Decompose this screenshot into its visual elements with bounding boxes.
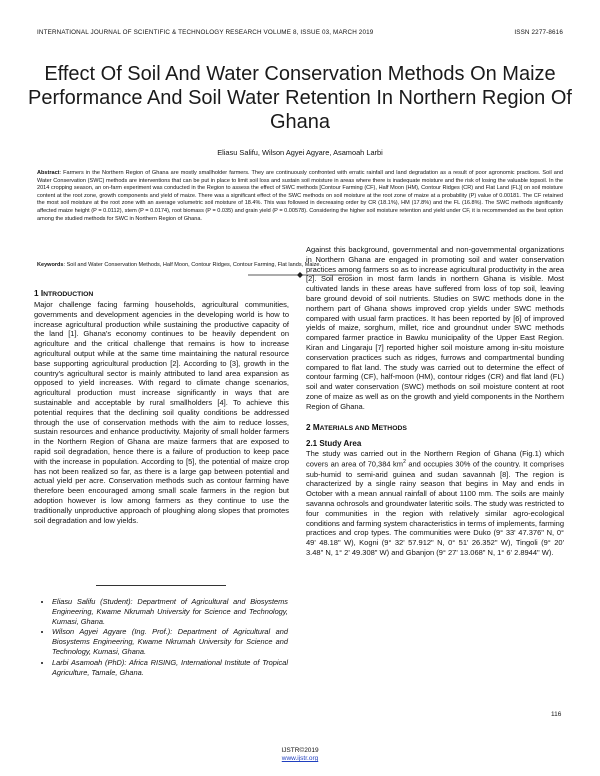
abstract-label: Abstract	[37, 170, 60, 176]
issn: ISSN 2277-8616	[514, 29, 563, 36]
left-column	[34, 288, 289, 525]
page-number: 116	[551, 711, 562, 718]
subsection-heading-study-area: 2.1 Study Area	[306, 438, 362, 448]
paper-title: Effect Of Soil And Water Conservation Methods On Maize Performance And Soil Water Retention In Northern Region Of Ghana	[28, 63, 572, 133]
affiliation-item: • Wilson Agyei Agyare (Ing. Prof.): Department of Agricultural and Biosystems Engineering, Kwame Nkrumah University for Science and Technology, Kumasi, Ghana.	[52, 627, 288, 656]
abstract	[37, 170, 563, 223]
abstract-text: : Farmers in the Northern Region of Ghana are mostly smallholder farmers. They are continuously confronted with erratic rainfall and land degradation as a result of poor agronomic practices. Soil and Water Conservation (SWC) methods are interventions that can be put in place to limit soil loss and sustain soil moisture in areas where there is inadequate moisture and the risk of losing the valuable topsoil. In the 2014 cropping season, an on-farm experiment was conducted in the Region to assess the effect of SWC methods [Contour Farming (CF), Half Moon (HM), Contour Ridges (CR) and Flat Land (FL)] on soil moisture content at the root zone, growth components and yield of maize. There was a significant effect of the SWC methods on soil moisture at the root zone of maize at a probability (P) value of 0.00181. The CF retained the most soil moisture at the root zone with an average volumetric soil moisture of 18.4%. This was followed in decreasing order by CR (18.1%), HM (17.8%) and the FL (16.8%). The SWC methods significantly affected maize height (P = 0.0112), stem (P = 0.0174), root biomass (P = 0.035) and grain yield (P = 0.00578). Considering the higher soil moisture retention and yield under CF, it is recommended as the best option among the studied methods for SWC in Northern Region of Ghana.	[37, 170, 563, 222]
affiliation-item: • Eliasu Salifu (Student): Department of Agricultural and Biosystems Engineering, Kwame Nkrumah University for Science and Technology, Kumasi, Ghana.	[52, 597, 288, 626]
author-list: Eliasu Salifu, Wilson Agyei Agyare, Asamoah Larbi	[217, 148, 383, 157]
section-heading-materials-methods: 2 MATERIALS AND METHODS	[306, 422, 407, 432]
footnote-rule	[96, 585, 226, 586]
introduction-paragraph: Major challenge facing farming households, agricultural communities, governments and development agencies in the developing world is how to increase agricultural production while sustaining the productive capacity of the land [1]. Ghana's economy continues to be heavily dependent on agriculture and the critical challenge that remains is how to increase agricultural output while at the same time maintaining the natural resource base supporting agricultural production [2]. According to [3], growth in the country's agricultural sector is mainly attributed to land area expansion as opposed to yield increases. With regard to climate change scenarios, agricultural production must increase significantly in ways that are sustainable and acceptable by rural smallholders [4]. To achieve this potential requires that the declining soil quality conditions be addressed through the use of conservation methods with the aim to reduce losses, sustain resources and enhance productivity. Majority of small holder farmers in the Northern Region of Ghana are maize farmers that are exposed to rapid soil degradation, hence there is a failure of production to keep pace with the increase in population. According to [5], the potential of maize crop has not been realized so far, as there is a large gap between potential and actual yield per acre. Conservation methods such as contour farming have therefore been encouraged among small scale farmers in the region but adoption however is low among farmers as they continue to use the traditionally unproductive approach of ploughing along slopes that promotes soil degradation and low yields.	[34, 300, 289, 525]
affiliation-item: • Larbi Asamoah (PhD): Africa RISING, International Institute of Tropical Agriculture, Tamale, Ghana.	[52, 658, 288, 678]
journal-website-link[interactable]: www.ijstr.org	[281, 755, 319, 762]
divider-diamond-icon	[297, 272, 303, 278]
keywords-text: : Soil and Water Conservation Methods, Half Moon, Contour Ridges, Contour Farming, Flat lands, Maize.	[63, 262, 322, 268]
keywords-label: Keywords	[37, 262, 64, 268]
introduction-paragraph-continued: Against this background, governmental and non-governmental organizations in Northern Ghana are engaged in promoting soil and water conservation practices among farmers so as to increase agricultural productivity in the area [2]. Soil erosion in most farm lands in northern Ghana is visible. Most cultivated lands in these areas have suffered from loss of top soil, leaving bare ground devoid of soil nutrients. Studies on SWC methods done in the northern part of Ghana shows improved crop yields under SWC methods compared with usual farm practices. It has been reported by [6] of improved yields of maize, sorghum, millet, rice and groundnut under SWC methods compared farmer practice in Bawku municipality of the Upper East Region. Kiran and Lingaraju [7] reported higher soil moisture among in-situ moisture conservation practices such as ridges, furrows and compartmental bunding compared to flat land. The study was carried out to determine the effect of contour farming (CF), half-moon (HM), contour ridges (CR) and flat land (FL) soil and water conservation (SWC) methods on soil moisture content at root zone of maize as well as on the growth and yield components in the Northern Region of Ghana.	[306, 245, 564, 411]
journal-name: INTERNATIONAL JOURNAL OF SCIENTIFIC & TECHNOLOGY RESEARCH VOLUME 8, ISSUE 03, MARCH 2019	[37, 29, 374, 36]
section-heading-introduction: 1 INTRODUCTION	[34, 289, 94, 298]
study-area-paragraph: The study was carried out in the Northern Region of Ghana (Fig.1) which covers an area of 70,384 $km^2$ and occupies 30% of the country. It comprises sub-humid to semi-arid guinea and sudan savannah [8]. The region is characterized by a single rainy season that begins in May and ends in October with a mean annual rainfall of about 1100 mm. The soils are mainly savanna ochrosols and groundwater lateritic soils. The study was restricted to four communities in the region with relatively similar agro-ecological conditions and farming system characteristics in terms of implements, farming practices and crop types. The communities were Duko (9° 33' 47.376" N, 0° 49' 48.18" W), Kogni (9° 32' 57.912" N, 0° 51' 26.352" W), Tingoli (9° 20' 3.48" N, 1° 2' 49.308" W) and Gbanjon (9° 27' 13.068" N, 1° 6' 2.8944" W).	[306, 448, 565, 558]
page-footer	[0, 747, 600, 763]
running-header	[37, 29, 563, 39]
footer-copyright: IJSTR©2019	[281, 747, 319, 754]
author-affiliations	[36, 597, 288, 678]
right-column	[306, 245, 564, 558]
